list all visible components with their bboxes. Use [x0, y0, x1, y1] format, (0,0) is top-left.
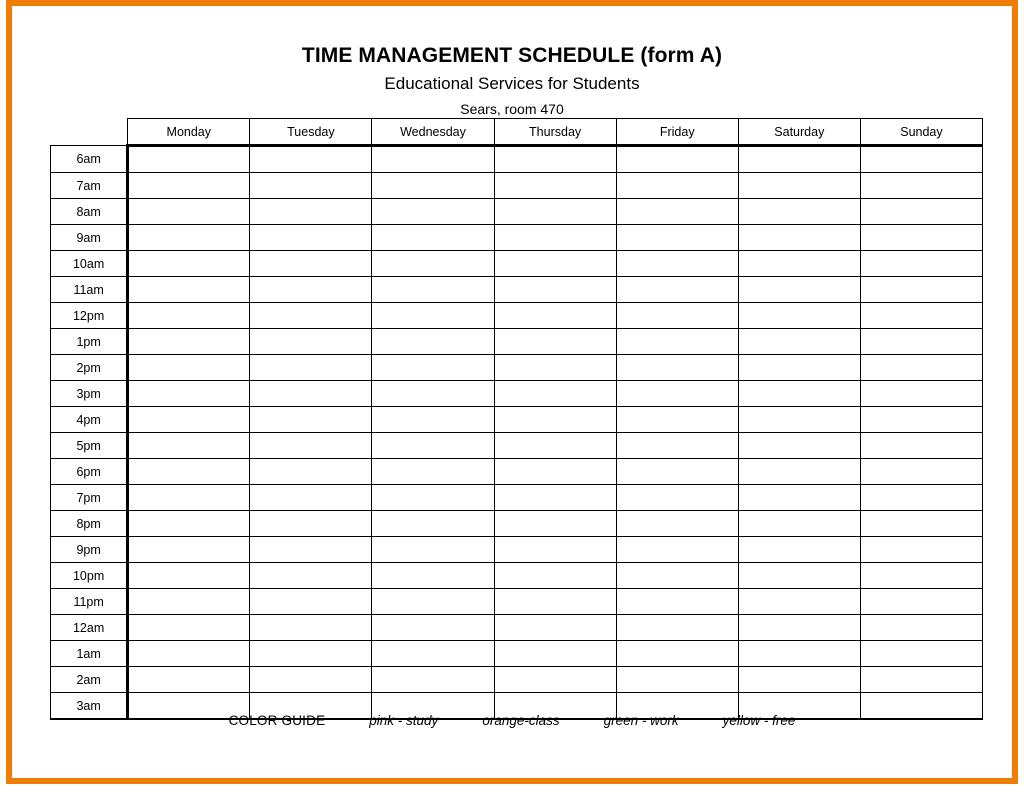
schedule-row [51, 146, 983, 173]
schedule-row [51, 355, 983, 381]
slot-saturday-2pm[interactable] [738, 355, 860, 381]
slot-monday-6am[interactable] [128, 146, 250, 173]
slot-friday-12am[interactable] [616, 615, 738, 641]
time-label-11pm: 11pm [51, 589, 128, 615]
day-header-friday: Friday [616, 119, 738, 146]
slot-sunday-12pm[interactable] [860, 303, 982, 329]
slot-thursday-10am[interactable] [494, 251, 616, 277]
slot-tuesday-11pm[interactable] [250, 589, 372, 615]
slot-wednesday-1am[interactable] [372, 641, 494, 667]
slot-thursday-12am[interactable] [494, 615, 616, 641]
slot-saturday-9am[interactable] [738, 225, 860, 251]
slot-tuesday-12am[interactable] [250, 615, 372, 641]
day-header-thursday: Thursday [494, 119, 616, 146]
time-label-2pm: 2pm [51, 355, 128, 381]
slot-friday-2am[interactable] [616, 667, 738, 693]
slot-thursday-12pm[interactable] [494, 303, 616, 329]
slot-friday-4pm[interactable] [616, 407, 738, 433]
time-label-11am: 11am [51, 277, 128, 303]
time-label-12am: 12am [51, 615, 128, 641]
schedule-row [51, 407, 983, 433]
slot-thursday-5pm[interactable] [494, 433, 616, 459]
slot-sunday-1am[interactable] [860, 641, 982, 667]
slot-sunday-1pm[interactable] [860, 329, 982, 355]
slot-friday-10am[interactable] [616, 251, 738, 277]
slot-saturday-8am[interactable] [738, 199, 860, 225]
slot-tuesday-7am[interactable] [250, 173, 372, 199]
slot-tuesday-1pm[interactable] [250, 329, 372, 355]
slot-sunday-6pm[interactable] [860, 459, 982, 485]
slot-tuesday-1am[interactable] [250, 641, 372, 667]
document-sheet [12, 6, 1012, 778]
slot-wednesday-2pm[interactable] [372, 355, 494, 381]
slot-monday-2pm[interactable] [128, 355, 250, 381]
time-label-3pm: 3pm [51, 381, 128, 407]
slot-thursday-1am[interactable] [494, 641, 616, 667]
slot-thursday-1pm[interactable] [494, 329, 616, 355]
slot-saturday-2am[interactable] [738, 667, 860, 693]
slot-wednesday-11pm[interactable] [372, 589, 494, 615]
slot-friday-1am[interactable] [616, 641, 738, 667]
slot-monday-2am[interactable] [128, 667, 250, 693]
day-header-tuesday: Tuesday [250, 119, 372, 146]
slot-tuesday-12pm[interactable] [250, 303, 372, 329]
slot-wednesday-7am[interactable] [372, 173, 494, 199]
slot-wednesday-9am[interactable] [372, 225, 494, 251]
time-label-5pm: 5pm [51, 433, 128, 459]
day-header-saturday: Saturday [738, 119, 860, 146]
slot-saturday-1pm[interactable] [738, 329, 860, 355]
slot-thursday-7am[interactable] [494, 173, 616, 199]
slot-wednesday-4pm[interactable] [372, 407, 494, 433]
slot-tuesday-4pm[interactable] [250, 407, 372, 433]
slot-tuesday-6pm[interactable] [250, 459, 372, 485]
schedule-table-head [51, 119, 983, 146]
slot-monday-7am[interactable] [128, 173, 250, 199]
slot-friday-11am[interactable] [616, 277, 738, 303]
schedule-row [51, 511, 983, 537]
slot-monday-10pm[interactable] [128, 563, 250, 589]
slot-saturday-12pm[interactable] [738, 303, 860, 329]
slot-friday-2pm[interactable] [616, 355, 738, 381]
slot-monday-10am[interactable] [128, 251, 250, 277]
schedule-row [51, 329, 983, 355]
page-border-bottom [6, 778, 1018, 784]
slot-saturday-10am[interactable] [738, 251, 860, 277]
slot-wednesday-3pm[interactable] [372, 381, 494, 407]
slot-sunday-10pm[interactable] [860, 563, 982, 589]
time-label-7pm: 7pm [51, 485, 128, 511]
slot-tuesday-8pm[interactable] [250, 511, 372, 537]
slot-tuesday-9pm[interactable] [250, 537, 372, 563]
page-location: Sears, room 470 [460, 100, 564, 117]
slot-monday-8am[interactable] [128, 199, 250, 225]
color-guide-label: COLOR GUIDE [228, 713, 326, 728]
slot-friday-10pm[interactable] [616, 563, 738, 589]
time-label-10pm: 10pm [51, 563, 128, 589]
slot-wednesday-10am[interactable] [372, 251, 494, 277]
schedule-table [50, 118, 983, 720]
slot-friday-9am[interactable] [616, 225, 738, 251]
slot-friday-8am[interactable] [616, 199, 738, 225]
slot-friday-8pm[interactable] [616, 511, 738, 537]
page-border-right [1012, 0, 1018, 784]
slot-saturday-9pm[interactable] [738, 537, 860, 563]
slot-wednesday-12am[interactable] [372, 615, 494, 641]
time-label-6am: 6am [51, 146, 128, 173]
header-corner-spacer [51, 119, 128, 146]
slot-friday-5pm[interactable] [616, 433, 738, 459]
time-label-8am: 8am [51, 199, 128, 225]
slot-thursday-9pm[interactable] [494, 537, 616, 563]
slot-sunday-10am[interactable] [860, 251, 982, 277]
slot-monday-11pm[interactable] [128, 589, 250, 615]
schedule-row [51, 537, 983, 563]
slot-monday-12pm[interactable] [128, 303, 250, 329]
slot-thursday-3pm[interactable] [494, 381, 616, 407]
schedule-row [51, 563, 983, 589]
slot-tuesday-8am[interactable] [250, 199, 372, 225]
slot-sunday-9pm[interactable] [860, 537, 982, 563]
time-label-1pm: 1pm [51, 329, 128, 355]
schedule-row [51, 641, 983, 667]
slot-thursday-10pm[interactable] [494, 563, 616, 589]
page-title: TIME MANAGEMENT SCHEDULE (form A) [301, 44, 723, 67]
slot-sunday-9am[interactable] [860, 225, 982, 251]
time-label-1am: 1am [51, 641, 128, 667]
slot-wednesday-6am[interactable] [372, 146, 494, 173]
schedule-row [51, 381, 983, 407]
schedule-row [51, 459, 983, 485]
schedule-row [51, 667, 983, 693]
slot-monday-12am[interactable] [128, 615, 250, 641]
slot-thursday-9am[interactable] [494, 225, 616, 251]
schedule-table-body [51, 146, 983, 720]
color-guide-item-0: pink - study [369, 713, 439, 728]
slot-friday-11pm[interactable] [616, 589, 738, 615]
slot-thursday-8am[interactable] [494, 199, 616, 225]
schedule-row [51, 615, 983, 641]
slot-friday-7pm[interactable] [616, 485, 738, 511]
slot-tuesday-2am[interactable] [250, 667, 372, 693]
schedule-row [51, 173, 983, 199]
slot-tuesday-6am[interactable] [250, 146, 372, 173]
slot-thursday-4pm[interactable] [494, 407, 616, 433]
slot-saturday-7am[interactable] [738, 173, 860, 199]
schedule-row [51, 225, 983, 251]
day-header-monday: Monday [128, 119, 250, 146]
slot-wednesday-9pm[interactable] [372, 537, 494, 563]
slot-sunday-6am[interactable] [860, 146, 982, 173]
slot-monday-1am[interactable] [128, 641, 250, 667]
time-label-6pm: 6pm [51, 459, 128, 485]
slot-tuesday-2pm[interactable] [250, 355, 372, 381]
slot-friday-7am[interactable] [616, 173, 738, 199]
slot-sunday-11pm[interactable] [860, 589, 982, 615]
time-label-2am: 2am [51, 667, 128, 693]
slot-sunday-8am[interactable] [860, 199, 982, 225]
slot-thursday-2am[interactable] [494, 667, 616, 693]
slot-saturday-4pm[interactable] [738, 407, 860, 433]
day-header-sunday: Sunday [860, 119, 982, 146]
slot-thursday-6am[interactable] [494, 146, 616, 173]
slot-monday-5pm[interactable] [128, 433, 250, 459]
slot-sunday-7pm[interactable] [860, 485, 982, 511]
time-label-3am: 3am [51, 693, 128, 720]
slot-thursday-6pm[interactable] [494, 459, 616, 485]
time-label-12pm: 12pm [51, 303, 128, 329]
time-label-8pm: 8pm [51, 511, 128, 537]
slot-tuesday-7pm[interactable] [250, 485, 372, 511]
schedule-row [51, 433, 983, 459]
slot-saturday-6am[interactable] [738, 146, 860, 173]
slot-monday-3pm[interactable] [128, 381, 250, 407]
day-header-wednesday: Wednesday [372, 119, 494, 146]
schedule-row [51, 485, 983, 511]
slot-wednesday-5pm[interactable] [372, 433, 494, 459]
schedule-row [51, 199, 983, 225]
slot-wednesday-8am[interactable] [372, 199, 494, 225]
slot-thursday-7pm[interactable] [494, 485, 616, 511]
slot-sunday-8pm[interactable] [860, 511, 982, 537]
slot-tuesday-11am[interactable] [250, 277, 372, 303]
slot-tuesday-5pm[interactable] [250, 433, 372, 459]
slot-wednesday-7pm[interactable] [372, 485, 494, 511]
schedule-table-container [50, 118, 983, 720]
schedule-row [51, 251, 983, 277]
slot-monday-11am[interactable] [128, 277, 250, 303]
color-guide-item-2: green - work [603, 713, 679, 728]
slot-monday-8pm[interactable] [128, 511, 250, 537]
slot-monday-9am[interactable] [128, 225, 250, 251]
slot-wednesday-8pm[interactable] [372, 511, 494, 537]
slot-sunday-12am[interactable] [860, 615, 982, 641]
slot-wednesday-11am[interactable] [372, 277, 494, 303]
time-label-10am: 10am [51, 251, 128, 277]
slot-friday-1pm[interactable] [616, 329, 738, 355]
schedule-row [51, 277, 983, 303]
slot-monday-6pm[interactable] [128, 459, 250, 485]
slot-sunday-5pm[interactable] [860, 433, 982, 459]
slot-saturday-10pm[interactable] [738, 563, 860, 589]
slot-saturday-12am[interactable] [738, 615, 860, 641]
slot-tuesday-10pm[interactable] [250, 563, 372, 589]
slot-saturday-6pm[interactable] [738, 459, 860, 485]
slot-wednesday-2am[interactable] [372, 667, 494, 693]
slot-friday-6pm[interactable] [616, 459, 738, 485]
slot-thursday-11pm[interactable] [494, 589, 616, 615]
slot-monday-4pm[interactable] [128, 407, 250, 433]
slot-friday-12pm[interactable] [616, 303, 738, 329]
slot-wednesday-12pm[interactable] [372, 303, 494, 329]
color-guide-item-3: yellow - free [722, 713, 796, 728]
time-label-9am: 9am [51, 225, 128, 251]
time-label-7am: 7am [51, 173, 128, 199]
color-guide-item-1: orange-class [482, 713, 560, 728]
page-subtitle: Educational Services for Students [384, 74, 640, 94]
schedule-row [51, 589, 983, 615]
slot-sunday-7am[interactable] [860, 173, 982, 199]
slot-sunday-11am[interactable] [860, 277, 982, 303]
slot-saturday-11pm[interactable] [738, 589, 860, 615]
slot-thursday-8pm[interactable] [494, 511, 616, 537]
slot-wednesday-6pm[interactable] [372, 459, 494, 485]
slot-tuesday-9am[interactable] [250, 225, 372, 251]
slot-friday-6am[interactable] [616, 146, 738, 173]
slot-monday-9pm[interactable] [128, 537, 250, 563]
slot-saturday-5pm[interactable] [738, 433, 860, 459]
slot-saturday-3pm[interactable] [738, 381, 860, 407]
slot-wednesday-10pm[interactable] [372, 563, 494, 589]
color-guide [12, 713, 1012, 728]
slot-saturday-11am[interactable] [738, 277, 860, 303]
time-label-4pm: 4pm [51, 407, 128, 433]
slot-tuesday-10am[interactable] [250, 251, 372, 277]
slot-thursday-11am[interactable] [494, 277, 616, 303]
slot-saturday-8pm[interactable] [738, 511, 860, 537]
slot-wednesday-1pm[interactable] [372, 329, 494, 355]
slot-sunday-2am[interactable] [860, 667, 982, 693]
slot-saturday-7pm[interactable] [738, 485, 860, 511]
slot-friday-3pm[interactable] [616, 381, 738, 407]
slot-friday-9pm[interactable] [616, 537, 738, 563]
schedule-row [51, 303, 983, 329]
slot-monday-7pm[interactable] [128, 485, 250, 511]
title-block [12, 6, 1012, 117]
time-label-9pm: 9pm [51, 537, 128, 563]
slot-tuesday-3pm[interactable] [250, 381, 372, 407]
slot-sunday-4pm[interactable] [860, 407, 982, 433]
slot-saturday-1am[interactable] [738, 641, 860, 667]
day-header-row [51, 119, 983, 146]
slot-sunday-3pm[interactable] [860, 381, 982, 407]
slot-thursday-2pm[interactable] [494, 355, 616, 381]
slot-sunday-2pm[interactable] [860, 355, 982, 381]
slot-monday-1pm[interactable] [128, 329, 250, 355]
